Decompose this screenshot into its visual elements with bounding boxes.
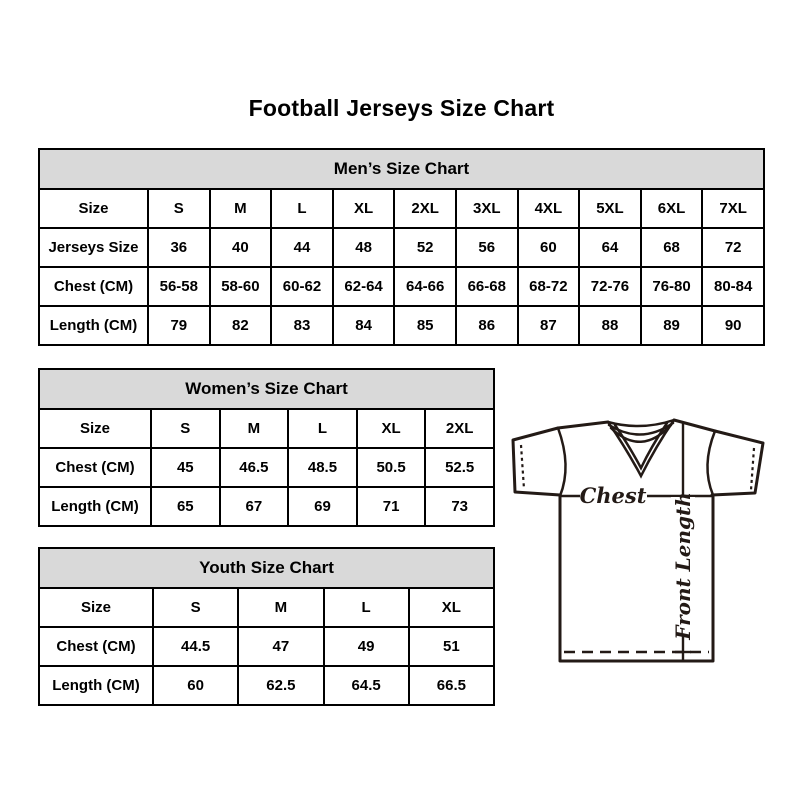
- table-cell: 80-84: [702, 267, 764, 306]
- table-cell: 89: [641, 306, 703, 345]
- table-cell: 73: [425, 487, 494, 526]
- table-cell: 49: [324, 627, 409, 666]
- table-cell: S: [148, 189, 210, 228]
- table-cell: 6XL: [641, 189, 703, 228]
- table-row: [39, 588, 494, 627]
- table-cell: 7XL: [702, 189, 764, 228]
- table-cell: 67: [220, 487, 289, 526]
- table-cell: 44: [271, 228, 333, 267]
- table-cell: 66-68: [456, 267, 518, 306]
- table-cell: 2XL: [425, 409, 494, 448]
- table-cell: 47: [238, 627, 323, 666]
- row-label: Size: [39, 409, 151, 448]
- youth-size-table: [38, 547, 495, 706]
- table-cell: L: [324, 588, 409, 627]
- table-cell: 60-62: [271, 267, 333, 306]
- front-length-label: Front Length: [671, 492, 695, 640]
- table-row: [39, 189, 764, 228]
- right-armhole-seam: [707, 431, 715, 495]
- table-cell: 62-64: [333, 267, 395, 306]
- table-cell: 56: [456, 228, 518, 267]
- row-label: Length (CM): [39, 666, 153, 705]
- table-title: Men’s Size Chart: [39, 149, 764, 189]
- table-cell: 84: [333, 306, 395, 345]
- table-cell: 79: [148, 306, 210, 345]
- table-cell: 60: [518, 228, 580, 267]
- jersey-right-shoulder: [674, 420, 715, 431]
- womens-size-table: [38, 368, 495, 527]
- table-cell: 64.5: [324, 666, 409, 705]
- table-cell: L: [288, 409, 357, 448]
- row-label: Chest (CM): [39, 267, 148, 306]
- table-cell: L: [271, 189, 333, 228]
- table-cell: S: [153, 588, 238, 627]
- jersey-left-sleeve: [513, 428, 560, 495]
- table-cell: 4XL: [518, 189, 580, 228]
- table-row: [39, 306, 764, 345]
- jersey-left-shoulder: [558, 422, 608, 428]
- jersey-right-sleeve: [712, 431, 763, 495]
- table-cell: 68-72: [518, 267, 580, 306]
- page-title: Football Jerseys Size Chart: [248, 95, 555, 121]
- table-row: [39, 627, 494, 666]
- table-cell: 72-76: [579, 267, 641, 306]
- row-label: Size: [39, 588, 153, 627]
- table-cell: 48: [333, 228, 395, 267]
- table-cell: 83: [271, 306, 333, 345]
- table-cell: 5XL: [579, 189, 641, 228]
- table-cell: 82: [210, 306, 272, 345]
- table-cell: 52: [394, 228, 456, 267]
- table-cell: 72: [702, 228, 764, 267]
- row-label: Jerseys Size: [39, 228, 148, 267]
- table-row: [39, 666, 494, 705]
- table-cell: 65: [151, 487, 220, 526]
- table-cell: 66.5: [409, 666, 494, 705]
- row-label: Chest (CM): [39, 627, 153, 666]
- table-title: Women’s Size Chart: [39, 369, 494, 409]
- mens-size-table: [38, 148, 765, 346]
- jersey-measurement-diagram: [500, 404, 768, 666]
- table-row: [39, 448, 494, 487]
- table-cell: 56-58: [148, 267, 210, 306]
- table-cell: 2XL: [394, 189, 456, 228]
- table-cell: XL: [357, 409, 426, 448]
- table-cell: 58-60: [210, 267, 272, 306]
- right-cuff-seam-line: [751, 448, 754, 490]
- table-row: [39, 228, 764, 267]
- table-cell: 69: [288, 487, 357, 526]
- left-armhole-seam: [558, 428, 566, 496]
- table-row: [39, 409, 494, 448]
- table-cell: 64-66: [394, 267, 456, 306]
- table-row: [39, 487, 494, 526]
- table-cell: 40: [210, 228, 272, 267]
- table-cell: 3XL: [456, 189, 518, 228]
- table-cell: 48.5: [288, 448, 357, 487]
- table-cell: M: [220, 409, 289, 448]
- table-cell: 51: [409, 627, 494, 666]
- table-cell: 87: [518, 306, 580, 345]
- table-cell: S: [151, 409, 220, 448]
- table-cell: M: [238, 588, 323, 627]
- row-label: Length (CM): [39, 306, 148, 345]
- table-cell: 90: [702, 306, 764, 345]
- table-cell: XL: [409, 588, 494, 627]
- left-cuff-seam-line: [521, 445, 524, 489]
- table-cell: M: [210, 189, 272, 228]
- table-cell: 86: [456, 306, 518, 345]
- table-cell: 71: [357, 487, 426, 526]
- row-label: Chest (CM): [39, 448, 151, 487]
- row-label: Size: [39, 189, 148, 228]
- table-cell: 85: [394, 306, 456, 345]
- table-cell: 68: [641, 228, 703, 267]
- table-cell: 88: [579, 306, 641, 345]
- table-cell: 52.5: [425, 448, 494, 487]
- table-cell: 62.5: [238, 666, 323, 705]
- table-cell: 60: [153, 666, 238, 705]
- row-label: Length (CM): [39, 487, 151, 526]
- table-cell: XL: [333, 189, 395, 228]
- table-title: Youth Size Chart: [39, 548, 494, 588]
- table-cell: 64: [579, 228, 641, 267]
- table-cell: 45: [151, 448, 220, 487]
- table-cell: 46.5: [220, 448, 289, 487]
- table-cell: 76-80: [641, 267, 703, 306]
- table-row: [39, 267, 764, 306]
- table-cell: 36: [148, 228, 210, 267]
- table-cell: 50.5: [357, 448, 426, 487]
- table-cell: 44.5: [153, 627, 238, 666]
- chest-label: Chest: [579, 483, 647, 508]
